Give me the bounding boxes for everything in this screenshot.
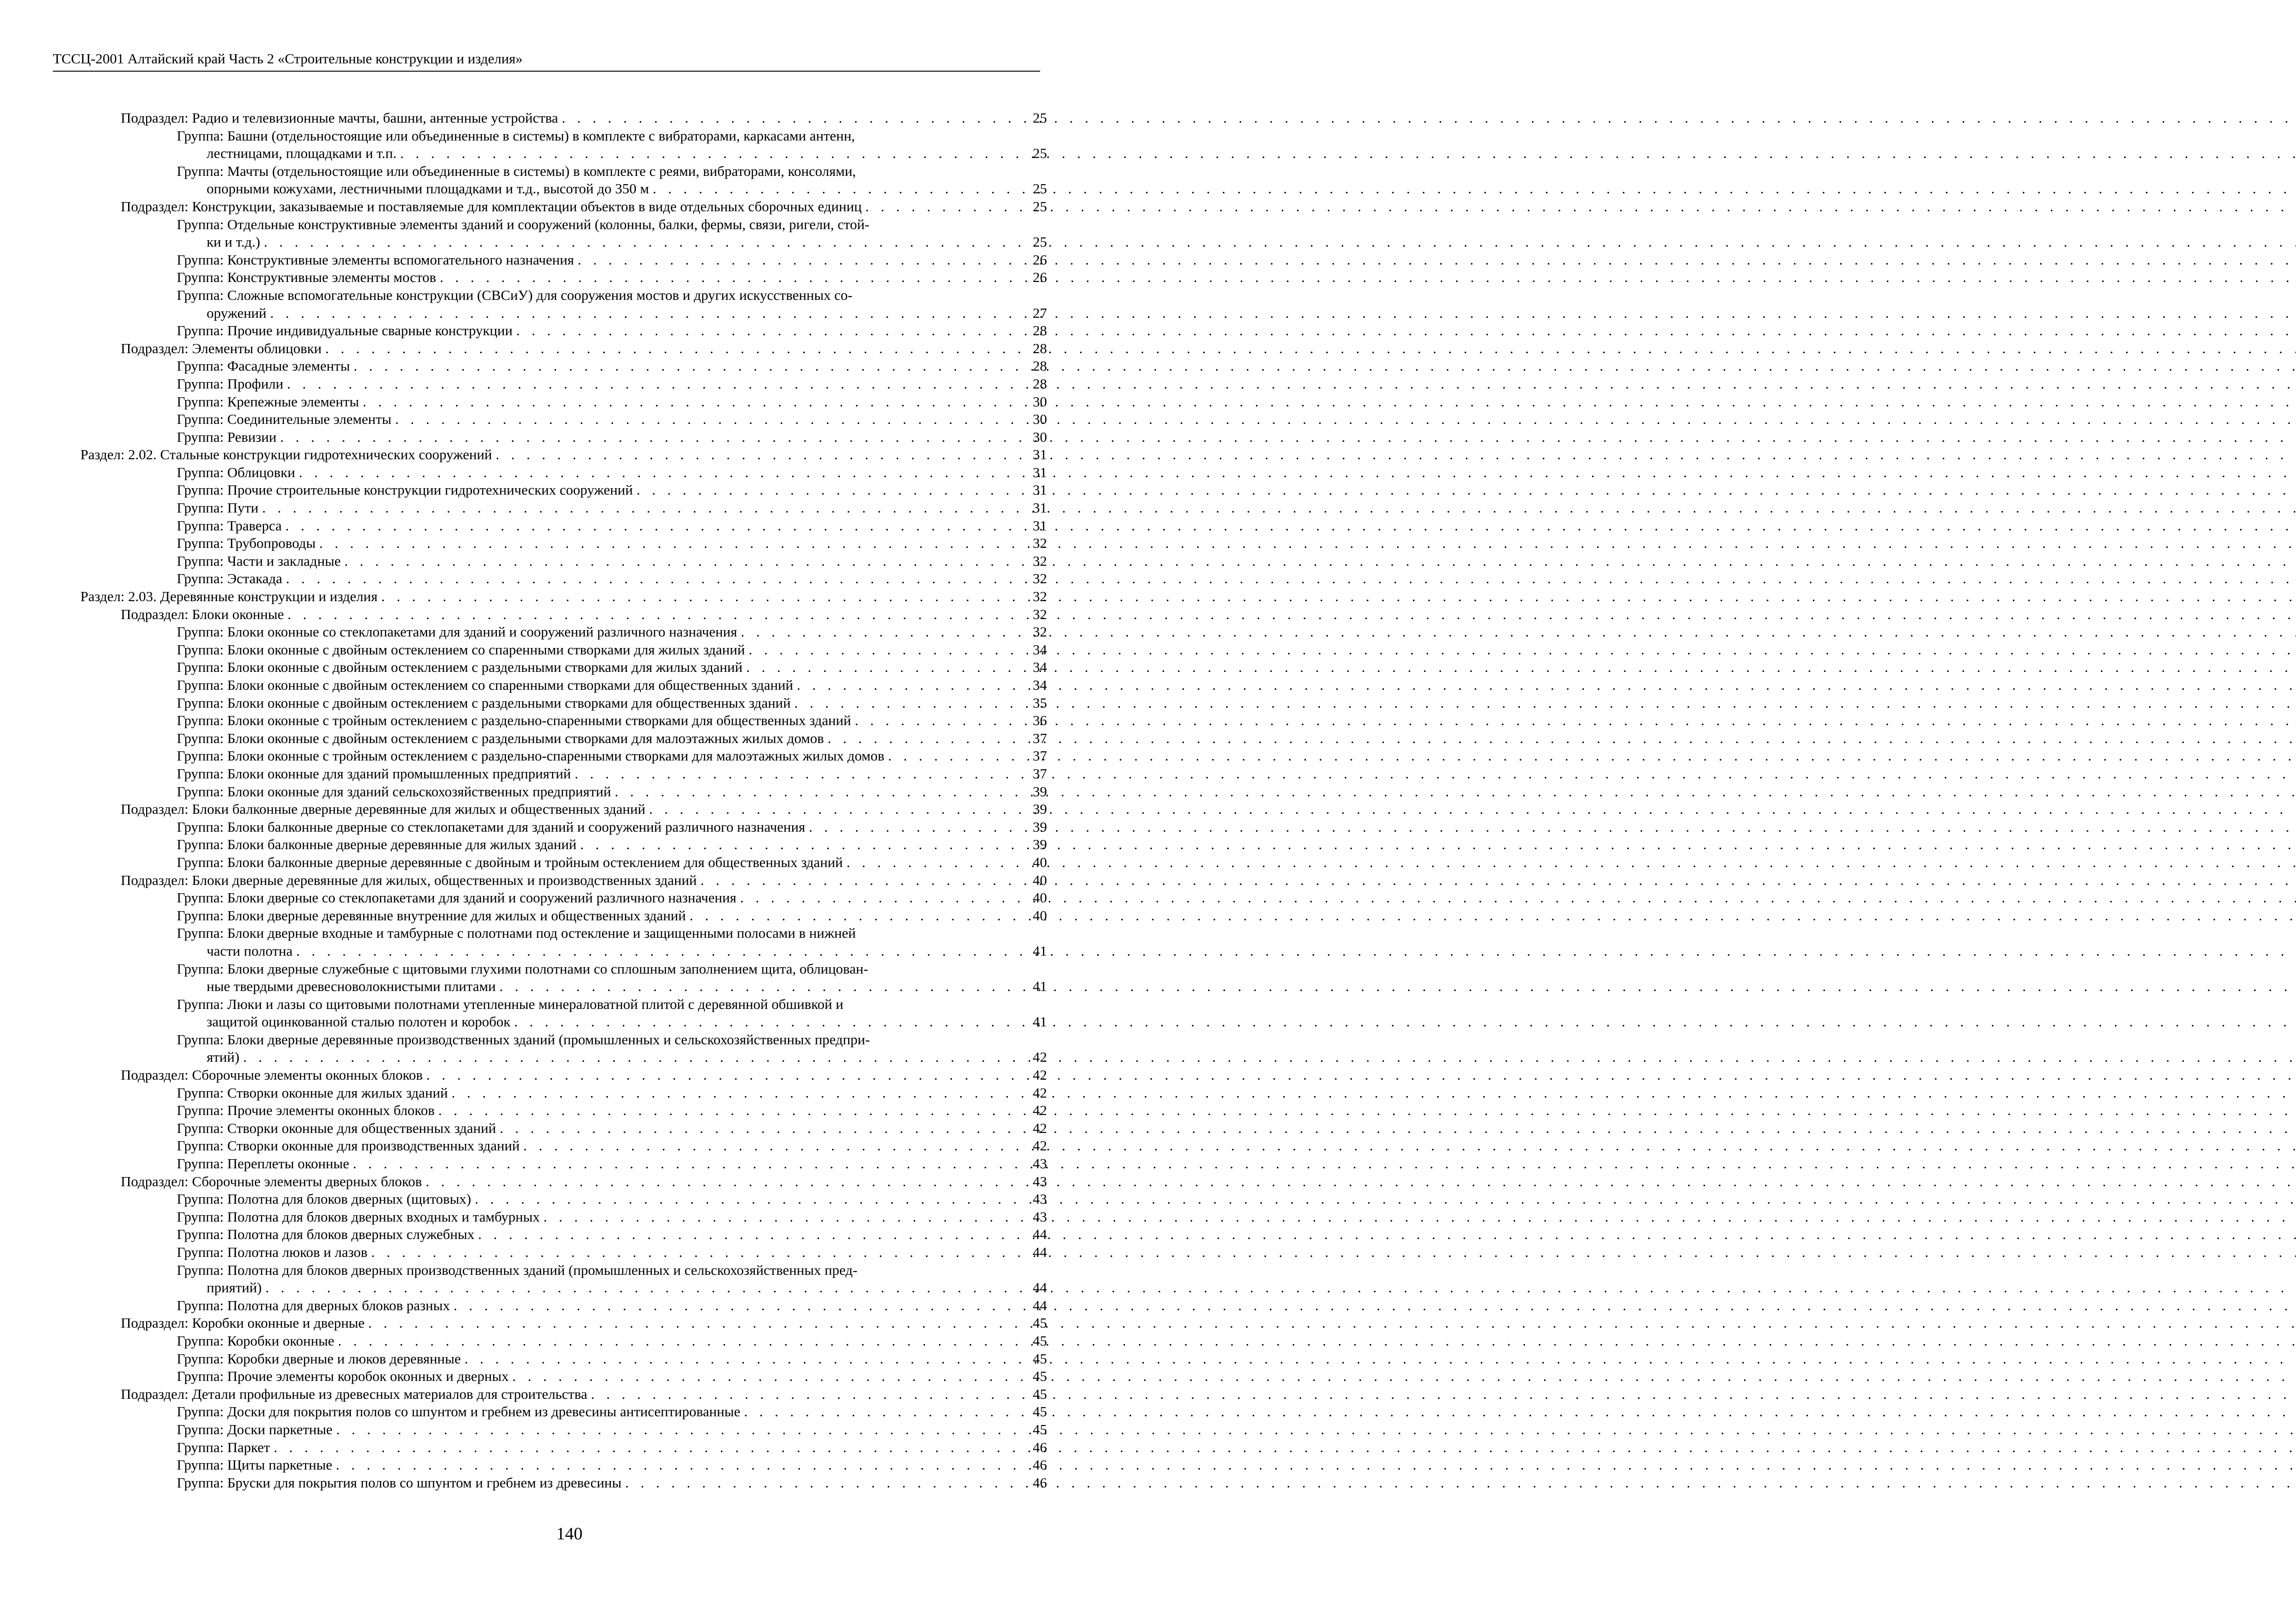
page-number: 140 (556, 1524, 583, 1543)
toc-group (0, 960, 1047, 996)
dot-leader (496, 446, 2296, 464)
toc-group (0, 1226, 1047, 1244)
toc-entry-first-line: Группа: Блоки дверные входные и тамбурные с полотнами под остекление и защищенными полосами в нижней (177, 925, 856, 941)
dot-leader (363, 393, 2296, 411)
toc-page-number: 44 (1033, 1226, 1047, 1243)
toc-entry-title: Группа: Траверса (177, 517, 282, 534)
toc-entry-title: Группа: Трубопроводы (177, 535, 316, 552)
dot-leader (846, 854, 2296, 872)
dot-leader (336, 1421, 2296, 1439)
toc-page-number: 41 (1033, 978, 1047, 995)
toc-group (0, 428, 1047, 446)
dot-leader (827, 730, 2296, 748)
dot-leader (741, 623, 2296, 641)
toc-page-number: 40 (1033, 872, 1047, 888)
toc-group (0, 570, 1047, 588)
toc-page-number: 25 (1033, 198, 1047, 214)
dot-leader (426, 1173, 2296, 1191)
dot-leader (280, 428, 2296, 446)
dot-leader (381, 588, 2296, 606)
toc-page-number: 25 (1033, 180, 1047, 197)
dot-leader (354, 357, 2296, 375)
toc-page-number: 30 (1033, 393, 1047, 410)
toc-entry-title: Группа: Прочие индивидуальные сварные конструкции (177, 322, 513, 339)
toc-subsection (0, 1386, 1047, 1403)
dot-leader (744, 1403, 2296, 1421)
toc-group (0, 818, 1047, 836)
dot-leader (591, 1386, 2296, 1403)
dot-leader (478, 1226, 2296, 1244)
toc-entry-title: Подраздел: Блоки дверные деревянные для жилых, общественных и производственных зданий (121, 872, 697, 888)
dot-leader (888, 747, 2296, 765)
toc-group (0, 1208, 1047, 1226)
toc-page-number: 27 (1033, 304, 1047, 321)
toc-page-number: 43 (1033, 1191, 1047, 1207)
toc-page-number: 28 (1033, 375, 1047, 392)
dot-leader (299, 464, 2296, 482)
toc-page-number: 46 (1033, 1457, 1047, 1473)
toc-entry-title: Группа: Створки оконные для жилых зданий (177, 1084, 448, 1101)
toc-page-number: 31 (1033, 464, 1047, 480)
toc-page-number: 40 (1033, 890, 1047, 906)
dot-leader (371, 1244, 2296, 1262)
dot-leader (866, 198, 2296, 216)
toc-group (0, 730, 1047, 748)
toc-entry-title: Группа: Блоки оконные для зданий сельскохозяйственных предприятий (177, 783, 611, 800)
dot-leader (543, 1208, 2296, 1226)
toc-entry-title: Подраздел: Блоки оконные (121, 606, 284, 622)
toc-group (0, 163, 1047, 198)
toc-entry-title: ные твердыми древесноволокнистыми плитами (207, 978, 496, 995)
toc-page-number: 39 (1033, 783, 1047, 800)
toc-subsection (0, 1314, 1047, 1332)
toc-group (0, 1102, 1047, 1120)
toc-page-number: 45 (1033, 1386, 1047, 1402)
toc-page-number: 28 (1033, 322, 1047, 339)
toc-group (0, 1155, 1047, 1173)
dot-leader (700, 872, 2296, 890)
toc-page-number: 45 (1033, 1315, 1047, 1331)
toc-entry-title: ятий) (207, 1049, 240, 1065)
dot-leader (319, 535, 2296, 552)
dot-leader (500, 1120, 2296, 1138)
toc-page-number: 25 (1033, 234, 1047, 250)
dot-leader (562, 109, 2296, 127)
toc-page-number: 32 (1033, 606, 1047, 622)
toc-group (0, 411, 1047, 428)
toc-group (0, 1297, 1047, 1315)
toc-entry-title: Группа: Конструктивные элементы мостов (177, 269, 436, 286)
dot-leader (296, 942, 2296, 960)
toc-group (0, 1421, 1047, 1439)
toc-entry-title: Группа: Доски паркетные (177, 1421, 333, 1437)
dot-leader (265, 1279, 2296, 1297)
toc-page-number: 37 (1033, 730, 1047, 746)
toc-entry-title: ки и т.д.) (207, 234, 260, 250)
toc-subsection (0, 1066, 1047, 1084)
toc-entry-title: Группа: Доски для покрытия полов со шпунтом и гребнем из древесины антисептированные (177, 1403, 741, 1420)
toc-page-number: 32 (1033, 552, 1047, 569)
toc-page-number: 45 (1033, 1332, 1047, 1349)
toc-entry-title: Группа: Полотна для блоков дверных (щитовых) (177, 1191, 472, 1207)
toc-entry-first-line: Группа: Сложные вспомогательные конструкции (СВСиУ) для сооружения мостов и других искусственных со- (177, 287, 853, 303)
toc-page-number: 32 (1033, 570, 1047, 587)
toc-entry-title: Группа: Блоки балконные дверные деревянные для жилых зданий (177, 836, 577, 853)
toc-entry-title: Группа: Блоки балконные дверные со стеклопакетами для зданий и сооружений различного назначения (177, 818, 805, 835)
toc-group (0, 357, 1047, 375)
toc-group (0, 1456, 1047, 1474)
toc-group (0, 924, 1047, 960)
toc-entry-title: Группа: Блоки оконные с двойным остеклением с раздельными створками для малоэтажных жилых домов (177, 730, 824, 746)
toc-entry-title: Группа: Полотна для блоков дверных входных и тамбурных (177, 1208, 540, 1225)
toc-entry-title: Группа: Полотна люков и лазов (177, 1244, 368, 1260)
toc-subsection (0, 872, 1047, 890)
toc-entry-title: Группа: Прочие элементы оконных блоков (177, 1102, 435, 1119)
running-header: ТССЦ-2001 Алтайский край Часть 2 «Строительные конструкции и изделия» (53, 50, 1040, 72)
dot-leader (439, 1102, 2296, 1120)
toc-page-number: 25 (1033, 110, 1047, 126)
toc-page-number: 28 (1033, 340, 1047, 356)
toc-page-number: 46 (1033, 1474, 1047, 1491)
toc-page-number: 43 (1033, 1208, 1047, 1225)
toc-entry-title: Группа: Полотна для дверных блоков разных (177, 1297, 450, 1313)
toc-group (0, 251, 1047, 269)
toc-entry-title: Группа: Части и закладные (177, 552, 341, 569)
dot-leader (286, 570, 2296, 588)
dot-leader (475, 1190, 2296, 1208)
toc-group (0, 1368, 1047, 1386)
dot-leader (653, 180, 2296, 198)
toc-entry-title: оружений (207, 304, 267, 321)
toc-page-number: 28 (1033, 358, 1047, 374)
dot-leader (523, 1137, 2296, 1155)
toc-entry-title: лестницами, площадками и т.п. (207, 145, 397, 162)
toc-entry-first-line: Группа: Блоки дверные служебные с щитовыми глухими полотнами со сплошным заполнением щита, облицован- (177, 960, 868, 977)
toc-page-number: 30 (1033, 411, 1047, 428)
dot-leader (243, 1048, 2296, 1066)
toc-entry-title: Группа: Блоки оконные с тройным остеклением с раздельно-спаренными створками для малоэтажных жилых домов (177, 748, 884, 764)
dot-leader (274, 1439, 2296, 1457)
toc-group (0, 216, 1047, 251)
toc-page-number: 40 (1033, 854, 1047, 870)
toc-entry-first-line: Группа: Блоки дверные деревянные производственных зданий (промышленных и сельскохозяйственных предпри- (177, 1031, 870, 1048)
toc-subsection (0, 109, 1047, 127)
dot-leader (287, 375, 2296, 393)
dot-leader (649, 800, 2296, 818)
toc-entry-title: Группа: Блоки оконные со стеклопакетами для зданий и сооружений различного назначения (177, 624, 737, 640)
toc-page-number: 37 (1033, 748, 1047, 764)
dot-leader (516, 322, 2296, 340)
toc-entry-title: Группа: Прочие элементы коробок оконных и дверных (177, 1368, 509, 1385)
toc-page-number: 34 (1033, 641, 1047, 658)
toc-page-number: 40 (1033, 907, 1047, 924)
dot-leader (264, 233, 2296, 251)
toc-group (0, 1190, 1047, 1208)
toc-entry-title: Группа: Блоки дверные со стеклопакетами для зданий и сооружений различного назначения (177, 890, 737, 906)
toc-group (0, 287, 1047, 322)
toc-entry-title: Группа: Коробки дверные и люков деревянные (177, 1350, 461, 1367)
toc-page-number: 41 (1033, 1014, 1047, 1030)
toc-group (0, 1474, 1047, 1492)
toc-page-number: 45 (1033, 1368, 1047, 1385)
toc-page-number: 45 (1033, 1350, 1047, 1367)
toc-group (0, 747, 1047, 765)
dot-leader (353, 1155, 2296, 1173)
toc-subsection (0, 800, 1047, 818)
toc-entry-title: Группа: Паркет (177, 1439, 270, 1455)
dot-leader (574, 765, 2296, 783)
dot-leader (325, 340, 2296, 358)
toc-page-number: 32 (1033, 588, 1047, 605)
toc-entry-title: Подраздел: Сборочные элементы дверных блоков (121, 1173, 422, 1189)
toc-entry-title: Группа: Соединительные элементы (177, 411, 392, 428)
toc-entry-first-line: Группа: Полотна для блоков дверных производственных зданий (промышленных и сельскохозяйственных пред- (177, 1262, 858, 1278)
toc-page-number: 44 (1033, 1279, 1047, 1296)
dot-leader (262, 499, 2296, 517)
toc-entry-title: приятий) (207, 1279, 262, 1296)
toc-page-number: 26 (1033, 269, 1047, 286)
toc-entry-first-line: Группа: Башни (отдельностоящие или объединенные в системы) в комплекте с вибраторами, каркасами антенн, (177, 127, 855, 144)
toc-entry-title: Группа: Фасадные элементы (177, 358, 350, 374)
toc-group (0, 889, 1047, 907)
dot-leader (427, 1066, 2296, 1084)
toc-group (0, 269, 1047, 287)
dot-leader (451, 1084, 2296, 1102)
toc-page-number: 45 (1033, 1403, 1047, 1420)
dot-leader (578, 251, 2296, 269)
toc-page-number: 32 (1033, 624, 1047, 640)
toc-entry-title: Подраздел: Радио и телевизионные мачты, башни, антенные устройства (121, 110, 558, 126)
toc-group (0, 712, 1047, 730)
dot-leader (454, 1297, 2296, 1315)
toc-page-number: 41 (1033, 942, 1047, 959)
dot-leader (395, 411, 2296, 428)
dot-leader (440, 269, 2296, 287)
toc-page-number: 31 (1033, 500, 1047, 516)
toc-entry-title: Группа: Блоки оконные для зданий промышленных предприятий (177, 765, 571, 782)
toc-page-number: 31 (1033, 517, 1047, 534)
toc-entry-title: Раздел: 2.02. Стальные конструкции гидротехнических сооружений (80, 446, 492, 463)
dot-leader (748, 641, 2296, 659)
dot-leader (690, 907, 2296, 925)
dot-leader (855, 712, 2296, 730)
toc-page-number: 46 (1033, 1439, 1047, 1455)
toc-entry-title: Группа: Блоки оконные с двойным остеклением со спаренными створками для жилых зданий (177, 641, 745, 658)
toc-group (0, 1031, 1047, 1066)
toc-page-number: 34 (1033, 659, 1047, 676)
toc-entry-first-line: Группа: Мачты (отдельностоящие или объединенные в системы) в комплекте с реями, вибраторами, консолями, (177, 163, 856, 179)
toc-entry-title: Группа: Блоки оконные с двойным остеклением с раздельными створками для жилых зданий (177, 659, 743, 676)
toc-page-number: 45 (1033, 1421, 1047, 1437)
toc-group (0, 1137, 1047, 1155)
toc-group (0, 659, 1047, 676)
toc-entry-title: части полотна (207, 942, 293, 959)
dot-leader (512, 1368, 2296, 1386)
toc-group (0, 1332, 1047, 1350)
dot-leader (580, 836, 2296, 854)
toc-entry-title: Группа: Створки оконные для общественных зданий (177, 1120, 496, 1136)
toc-group (0, 854, 1047, 872)
toc-group (0, 694, 1047, 712)
toc-page-number: 31 (1033, 482, 1047, 498)
toc-entry-title: Подраздел: Сборочные элементы оконных блоков (121, 1067, 423, 1083)
dot-leader (368, 1314, 2296, 1332)
toc-page-number: 42 (1033, 1120, 1047, 1136)
toc-page-number: 37 (1033, 765, 1047, 782)
dot-leader (344, 552, 2296, 570)
toc-group (0, 907, 1047, 925)
dot-leader (464, 1350, 2296, 1368)
toc-page-number: 42 (1033, 1084, 1047, 1101)
toc-page-number: 42 (1033, 1102, 1047, 1119)
toc-group (0, 499, 1047, 517)
dot-leader (636, 481, 2296, 499)
toc-group (0, 393, 1047, 411)
toc-subsection (0, 198, 1047, 216)
toc-entry-title: Подраздел: Конструкции, заказываемые и поставляемые для комплектации объектов в виде отдельных сборочных единиц (121, 198, 862, 214)
toc-page-number: 31 (1033, 446, 1047, 463)
toc-group (0, 1262, 1047, 1297)
toc-group (0, 1244, 1047, 1262)
toc-page-number: 42 (1033, 1049, 1047, 1065)
dot-leader (625, 1474, 2296, 1492)
toc-group (0, 1350, 1047, 1368)
toc-section (0, 446, 1047, 464)
toc-entry-title: Группа: Эстакада (177, 570, 282, 587)
toc-group (0, 623, 1047, 641)
toc-group (0, 1084, 1047, 1102)
toc-entry-title: Группа: Блоки оконные с двойным остеклением с раздельными створками для общественных зданий (177, 694, 791, 711)
dot-leader (287, 606, 2296, 624)
toc-group (0, 783, 1047, 801)
toc-entry-first-line: Группа: Люки и лазы со щитовыми полотнами утепленные минераловатной плитой с деревянной обшивкой и (177, 996, 844, 1012)
toc-page-number: 42 (1033, 1138, 1047, 1154)
dot-leader (286, 517, 2296, 535)
toc-group (0, 517, 1047, 535)
toc-group (0, 1439, 1047, 1457)
toc-group (0, 836, 1047, 854)
toc-group (0, 322, 1047, 340)
toc-subsection (0, 606, 1047, 624)
toc-page-number: 39 (1033, 818, 1047, 835)
toc-group (0, 1120, 1047, 1138)
toc-subsection (0, 340, 1047, 358)
toc-entry-title: Группа: Полотна для блоков дверных служебных (177, 1226, 475, 1243)
toc-group (0, 464, 1047, 482)
dot-leader (615, 783, 2296, 801)
toc-entry-title: Группа: Коробки оконные (177, 1332, 334, 1349)
toc-entry-title: Подраздел: Элементы облицовки (121, 340, 322, 356)
toc-group (0, 481, 1047, 499)
toc-entry-title: Группа: Конструктивные элементы вспомогательного назначения (177, 251, 574, 268)
toc-entry-title: опорными кожухами, лестничными площадками и т.д., высотой до 350 м (207, 180, 649, 197)
toc-page-number: 35 (1033, 694, 1047, 711)
toc-page-number: 39 (1033, 801, 1047, 817)
toc-group (0, 552, 1047, 570)
toc-group (0, 535, 1047, 552)
toc-group (0, 1403, 1047, 1421)
toc-page-number: 30 (1033, 428, 1047, 445)
toc-page-number: 43 (1033, 1155, 1047, 1172)
table-of-contents (0, 109, 1139, 1492)
toc-page-number: 34 (1033, 677, 1047, 693)
toc-entry-title: Группа: Прочие строительные конструкции гидротехнических сооружений (177, 482, 633, 498)
toc-page-number: 25 (1033, 145, 1047, 162)
dot-leader (746, 659, 2296, 676)
toc-entry-title: Подраздел: Коробки оконные и дверные (121, 1315, 365, 1331)
toc-entry-title: защитой оцинкованной сталью полотен и коробок (207, 1014, 511, 1030)
toc-group (0, 641, 1047, 659)
toc-entry-title: Группа: Блоки балконные дверные деревянные с двойным и тройным остеклением для общественных зданий (177, 854, 843, 870)
dot-leader (270, 304, 2296, 322)
toc-entry-title: Группа: Бруски для покрытия полов со шпунтом и гребнем из древесины (177, 1474, 622, 1491)
toc-entry-title: Подраздел: Блоки балконные дверные деревянные для жилых и общественных зданий (121, 801, 646, 817)
toc-page-number: 42 (1033, 1067, 1047, 1083)
dot-leader (338, 1332, 2296, 1350)
toc-entry-title: Группа: Блоки оконные с двойным остеклением со спаренными створками для общественных зданий (177, 677, 793, 693)
toc-entry-title: Раздел: 2.03. Деревянные конструкции и изделия (80, 588, 378, 605)
toc-entry-title: Группа: Облицовки (177, 464, 295, 480)
toc-page-number: 36 (1033, 712, 1047, 729)
toc-group (0, 127, 1047, 163)
dot-leader (336, 1456, 2296, 1474)
toc-entry-title: Группа: Переплеты оконные (177, 1155, 349, 1172)
toc-group (0, 375, 1047, 393)
toc-entry-title: Группа: Блоки дверные деревянные внутренние для жилых и общественных зданий (177, 907, 686, 924)
toc-group (0, 996, 1047, 1031)
toc-entry-title: Группа: Крепежные элементы (177, 393, 359, 410)
toc-entry-title: Группа: Пути (177, 500, 259, 516)
toc-entry-title: Группа: Ревизии (177, 428, 277, 445)
dot-leader (500, 978, 2296, 996)
dot-leader (514, 1013, 2296, 1031)
toc-entry-first-line: Группа: Отдельные конструктивные элементы зданий и сооружений (колонны, балки, фермы, связи, ригели, стой- (177, 216, 870, 232)
toc-entry-title: Группа: Створки оконные для производственных зданий (177, 1138, 520, 1154)
toc-page-number: 43 (1033, 1173, 1047, 1189)
toc-group (0, 765, 1047, 783)
toc-entry-title: Группа: Щиты паркетные (177, 1457, 332, 1473)
toc-entry-title: Группа: Блоки оконные с тройным остеклением с раздельно-спаренными створками для общественных зданий (177, 712, 851, 729)
toc-page-number: 26 (1033, 251, 1047, 268)
toc-page-number: 39 (1033, 836, 1047, 853)
toc-page-number: 32 (1033, 535, 1047, 552)
dot-leader (400, 145, 2296, 163)
toc-entry-title: Группа: Профили (177, 375, 283, 392)
dot-leader (740, 889, 2296, 907)
toc-section (0, 588, 1047, 606)
toc-page-number: 44 (1033, 1297, 1047, 1313)
toc-page-number: 44 (1033, 1244, 1047, 1260)
toc-subsection (0, 1173, 1047, 1191)
toc-entry-title: Подраздел: Детали профильные из древесных материалов для строительства (121, 1386, 587, 1402)
toc-group (0, 676, 1047, 694)
